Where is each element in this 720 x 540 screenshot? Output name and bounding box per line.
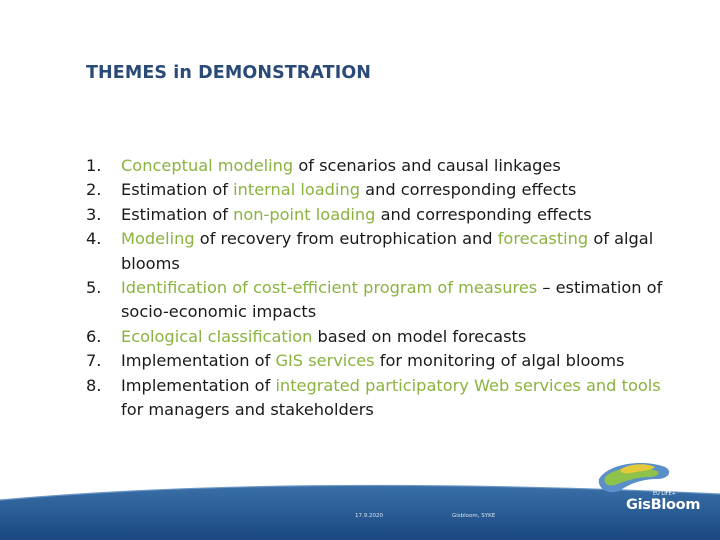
theme-item bbox=[86, 154, 686, 178]
theme-number: 4. bbox=[86, 229, 102, 249]
footer-author: Gisbloom, SYKE bbox=[452, 513, 496, 519]
theme-text: Estimation of bbox=[121, 204, 234, 224]
highlighted-term: Identification of cost-efficient program of measures bbox=[121, 278, 538, 298]
theme-number: 2. bbox=[86, 180, 102, 200]
theme-item bbox=[86, 178, 686, 202]
logo-wordmark: GisBloom bbox=[626, 497, 701, 513]
theme-item bbox=[86, 325, 686, 349]
theme-item bbox=[86, 349, 686, 373]
theme-text: Implementation of bbox=[121, 351, 276, 371]
theme-text: of algal blooms bbox=[121, 229, 654, 273]
highlighted-term: internal loading bbox=[233, 180, 360, 200]
theme-number: 5. bbox=[86, 278, 102, 298]
theme-text: for monitoring of algal blooms bbox=[374, 351, 625, 371]
themes-list bbox=[86, 154, 686, 422]
logo-subtitle: EU LIFE+ bbox=[653, 491, 676, 497]
highlighted-term: Conceptual modeling bbox=[121, 156, 294, 175]
theme-text: for managers and stakeholders bbox=[121, 400, 374, 420]
theme-item bbox=[86, 203, 686, 227]
theme-number: 3. bbox=[86, 204, 102, 224]
highlighted-term: non-point loading bbox=[233, 204, 376, 224]
footer-date: 17.9.2020 bbox=[355, 513, 383, 519]
theme-text: and corresponding effects bbox=[360, 180, 577, 200]
theme-number: 8. bbox=[86, 375, 102, 395]
highlighted-term: integrated participatory Web services and tools bbox=[275, 375, 661, 395]
highlighted-term: GIS services bbox=[275, 351, 375, 371]
theme-text: based on model forecasts bbox=[312, 326, 527, 346]
slide-title: THEMES in DEMONSTRATION bbox=[86, 63, 372, 83]
highlighted-term: Ecological classification bbox=[121, 326, 313, 346]
highlighted-term: Modeling bbox=[121, 229, 195, 249]
theme-text: and corresponding effects bbox=[375, 204, 592, 224]
highlighted-term: forecasting bbox=[497, 229, 589, 249]
theme-item bbox=[86, 227, 686, 276]
theme-text: Implementation of bbox=[121, 375, 276, 395]
theme-number: 6. bbox=[86, 326, 102, 346]
theme-item bbox=[86, 374, 686, 423]
theme-text: of scenarios and causal linkages bbox=[293, 156, 561, 175]
theme-text: – estimation of socio-economic impacts bbox=[121, 278, 663, 322]
theme-number: 7. bbox=[86, 351, 102, 371]
theme-text: of recovery from eutrophication and bbox=[194, 229, 498, 249]
theme-number: 1. bbox=[86, 156, 102, 175]
theme-item bbox=[86, 276, 686, 325]
theme-text: Estimation of bbox=[121, 180, 234, 200]
